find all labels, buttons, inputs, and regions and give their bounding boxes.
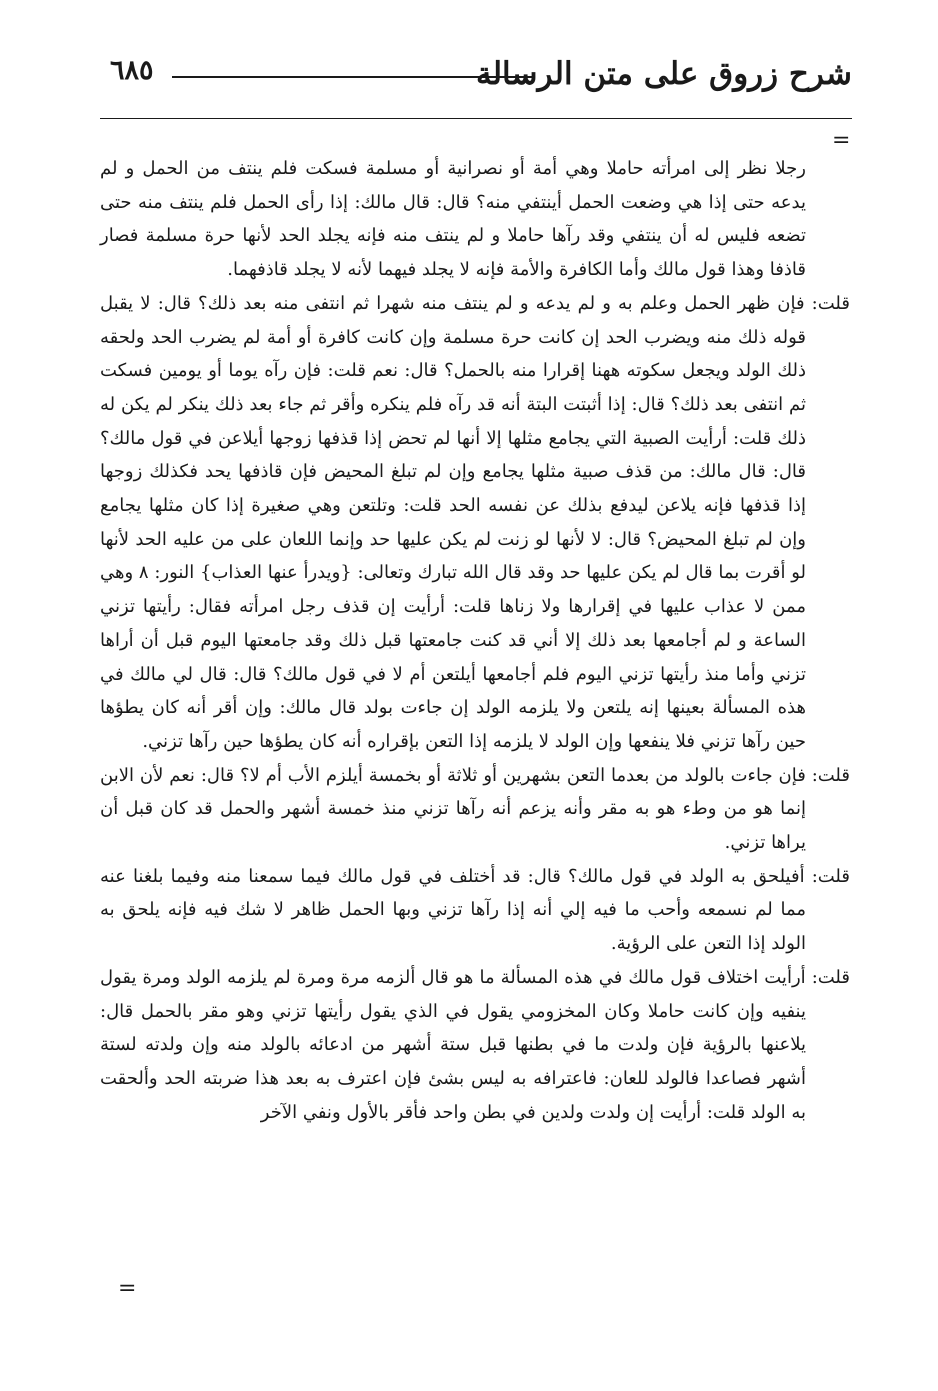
top-divider (100, 118, 852, 119)
paragraph-5: قلت: أرأيت اختلاف قول مالك في هذه المسألة ما هو قال ألزمه مرة ومرة لم يلزمه الولد ومرة يقول ينفيه وإن كانت حاملا وكان المخزومي يقول في الذي يقول رأيتها تزني وهو مقر بالحمل قال: يلاعنها بالرؤية فإن ولدت ما في بطنها قبل ستة أشهر من ادعائه بالولد منه وإن ولدته لستة أشهر فصاعدا فالولد للعان: فاعترافه به ليس بشئ فإن اعترف به بعد هذا ضربته الحد وألحقت به الولد قلت: أرأيت إن ولدت ولدين في بطن واحد فأقر بالأول ونفي الآخر (100, 966, 850, 1123)
continuation-mark-bottom: = (118, 1276, 137, 1301)
continuation-mark-top: = (832, 128, 851, 153)
paragraph-3: قلت: فإن جاءت بالولد من بعدما التعن بشهرين أو ثلاثة أو بخمسة أيلزم الأب أم لا؟ قال: نعم لأن الابن إنما هو من وطء هو به مقر وأنه يزعم أنه رآها تزني منذ خمسة أشهر والحمل قد كان قبل أن يراها تزني. (100, 764, 850, 854)
page-number: ٦٨٥ (110, 55, 154, 86)
paragraph-2: قلت: فإن ظهر الحمل وعلم به و لم يدعه و لم ينتف منه شهرا ثم انتفى منه بعد ذلك؟ قال: لا يقبل قوله ذلك منه ويضرب الحد إن كانت حرة مسلمة وإن كانت كافرة أو أمة لم يضرب الحد ولحقه ذلك الولد ويجعل سكوته ههنا إقرارا منه بالحمل؟ قال: نعم قلت: فإن رآه يوما أو يومين فسكت ثم انتفى بعد ذلك؟ قال: إذا أثبتت البتة أنه قد رآه فلم ينكره وأقر ثم جاء بعد ذلك ينكر لم يكن له ذلك قلت: أرأيت الصبية التي يجامع مثلها إلا أنها لم تحض إذا قذفها زوجها أيلاعن في قول مالك؟ قال: قال مالك: من قذف صبية مثلها يجامع وإن لم تبلغ المحيض فإن قاذفها يحد فكذلك زوجها إذا قذفها فإنه يلاعن ليدفع بذلك عن نفسه الحد قلت: وتلتعن وهي صغيرة إذا كان مثلها يجامع وإن لم تبلغ المحيض؟ قال: لا لأنها لو زنت لم يكن عليها حد وإنما اللعان على من عليه الحد لأنها لو أقرت بما قال لم يكن عليها حد وقد قال الله تبارك وتعالى: {ويدرأ عنها العذاب} النور: ٨ وهي ممن لا عذاب عليها في إقرارها ولا زناها قلت: أرأيت إن قذف رجل امرأته فقال: رأيتها تزني الساعة و لم أجامعها بعد ذلك إلا أني قد كنت جامعتها قبل ذلك وقد جامعتها اليوم قبل أن أراها تزني وأما منذ رأيتها تزني اليوم فلم أجامعها أيلتعن أم لا في قول مالك؟ قال: قال لي مالك في هذه المسألة بعينها إنه يلتعن ولا يلزمه الولد إن جاءت بولد قال مالك: وإن أقر أنه كان يطؤها حين رآها تزني فلا ينفعها وإن الولد لا يلزمه إذا التعن بإقراره أنه كان يطؤها حين رآها تزني. (100, 292, 850, 752)
running-header (100, 52, 852, 104)
paragraph-1: رجلا نظر إلى امرأته حاملا وهي أمة أو نصرانية أو مسلمة فسكت فلم ينتف من الحمل و لم يدعه حتى إذا هي وضعت الحمل أينتفي منه؟ قال: قال مالك: إذا رأى الحمل فلم ينتف منه حتى تضعه فليس له أن ينتفي وقد رآها حاملا و لم ينتف منه فإنه يجلد الحد لأنها حرة مسلمة فصار قاذفا وهذا قول مالك وأما الكافرة والأمة فإنه لا يجلد فيهما لأنه لا يجلد قاذفهما. (100, 158, 806, 281)
header-title: شرح زروق على متن الرسالة (475, 56, 852, 92)
body-text (100, 152, 850, 1129)
paragraph-4: قلت: أفيلحق به الولد في قول مالك؟ قال: قد أختلف في قول مالك فيما سمعنا منه وفيما بلغنا عنه مما لم نسمعه وأحب ما فيه إلي أنه إذا رآها تزني وبها الحمل ظاهر لا شك فيه فإنه يلحق به الولد إذا التعن على الرؤية. (100, 865, 850, 955)
header-rule (172, 76, 534, 78)
